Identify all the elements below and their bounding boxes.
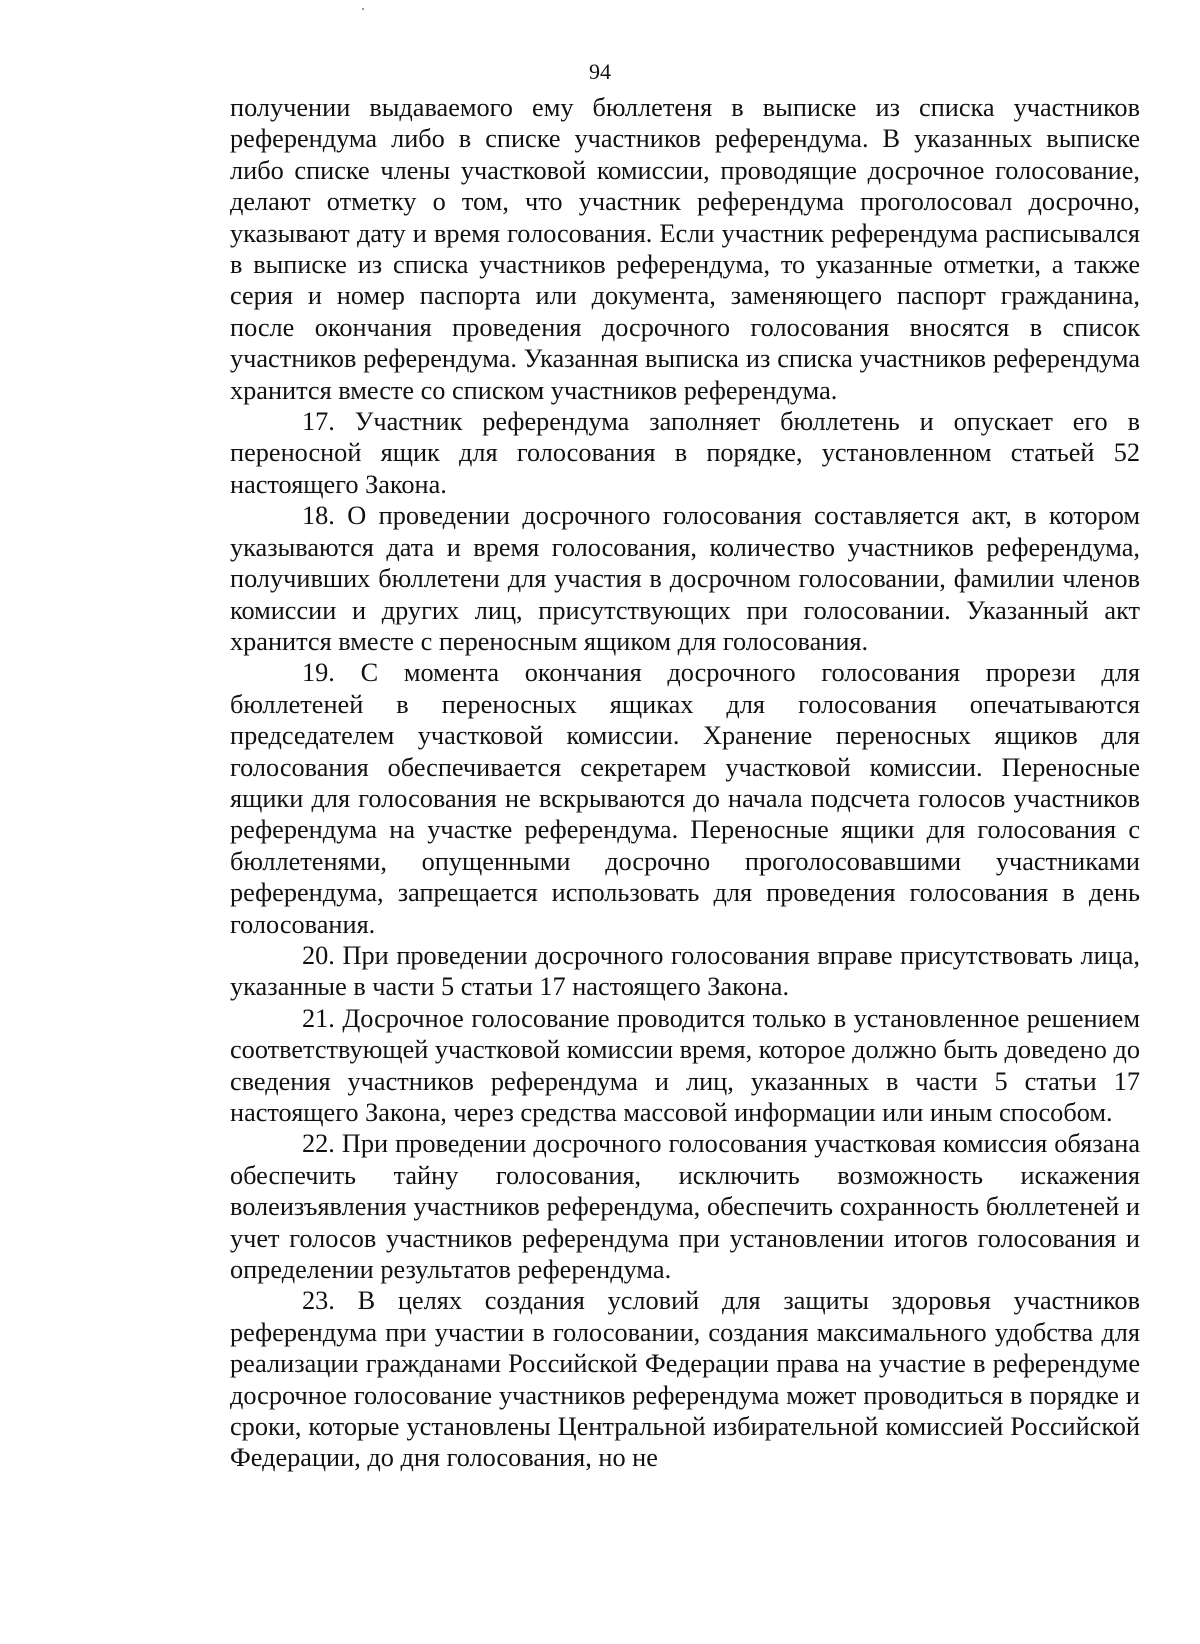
paragraph-18: 18. О проведении досрочного голосования составляется акт, в котором указываются дата и время голосования, количество участников референдума, получивших бюллетени для участия в досрочном голосовании, фамилии членов комиссии и других лиц, присутствующих при голосовании. Указанный акт хранится вместе с переносным ящиком для голосования. (230, 501, 1140, 656)
paragraph-continuation: получении выдаваемого ему бюллетеня в выписке из списка участников референдума либо в списке участников референдума. В указанных выписке либо списке члены участковой комиссии, проводящие досрочное голосование, делают отметку о том, что участник референдума проголосовал досрочно, указывают дату и время голосования. Если участник референдума расписывался в выписке из списка участников референдума, то указанные отметки, а также серия и номер паспорта или документа, заменяющего паспорт гражданина, после окончания проведения досрочного голосования вносятся в список участников референдума. Указанная выписка из списка участников референдума хранится вместе со списком участников референдума. (230, 93, 1140, 405)
paragraph-22: 22. При проведении досрочного голосования участковая комиссия обязана обеспечить тайну голосования, исключить возможность искажения волеизъявления участников референдума, обеспечить сохранность бюллетеней и учет голосов участников референдума при установлении итогов голосования и определении результатов референдума. (230, 1129, 1140, 1285)
paragraph-19: 19. С момента окончания досрочного голосования прорези для бюллетеней в переносных ящиках для голосования опечатываются председателем участковой комиссии. Хранение переносных ящиков для голосования обеспечивается секретарем участковой комиссии. Переносные ящики для голосования не вскрываются до начала подсчета голосов участников референдума на участке референдума. Переносные ящики для голосования с бюллетенями, опущенными досрочно проголосовавшими участниками референдума, запрещается использовать для проведения голосования в день голосования. (230, 658, 1140, 939)
page-number: 94 (589, 59, 611, 84)
paragraph-21: 21. Досрочное голосование проводится только в установленное решением соответствующей участковой комиссии время, которое должно быть доведено до сведения участников референдума и лиц, указанных в части 5 статьи 17 настоящего Закона, через средства массовой информации или иным способом. (230, 1003, 1140, 1127)
paragraph-17: 17. Участник референдума заполняет бюллетень и опускает его в переносной ящик для голосования в порядке, установленном статьей 52 настоящего Закона. (230, 407, 1140, 499)
paragraph-20: 20. При проведении досрочного голосования вправе присутствовать лица, указанные в части 5 статьи 17 настоящего Закона. (230, 940, 1140, 1002)
paragraph-23: 23. В целях создания условий для защиты здоровья участников референдума при участии в голосовании, создания максимального удобства для реализации гражданами Российской Федерации права на участие в референдуме досрочное голосование участников референдума может проводиться в порядке и сроки, которые установлены Центральной избирательной комиссией Российской Федерации, до дня голосования, но не (230, 1286, 1140, 1473)
document-body (230, 92, 1140, 1474)
scan-speck (362, 8, 364, 10)
